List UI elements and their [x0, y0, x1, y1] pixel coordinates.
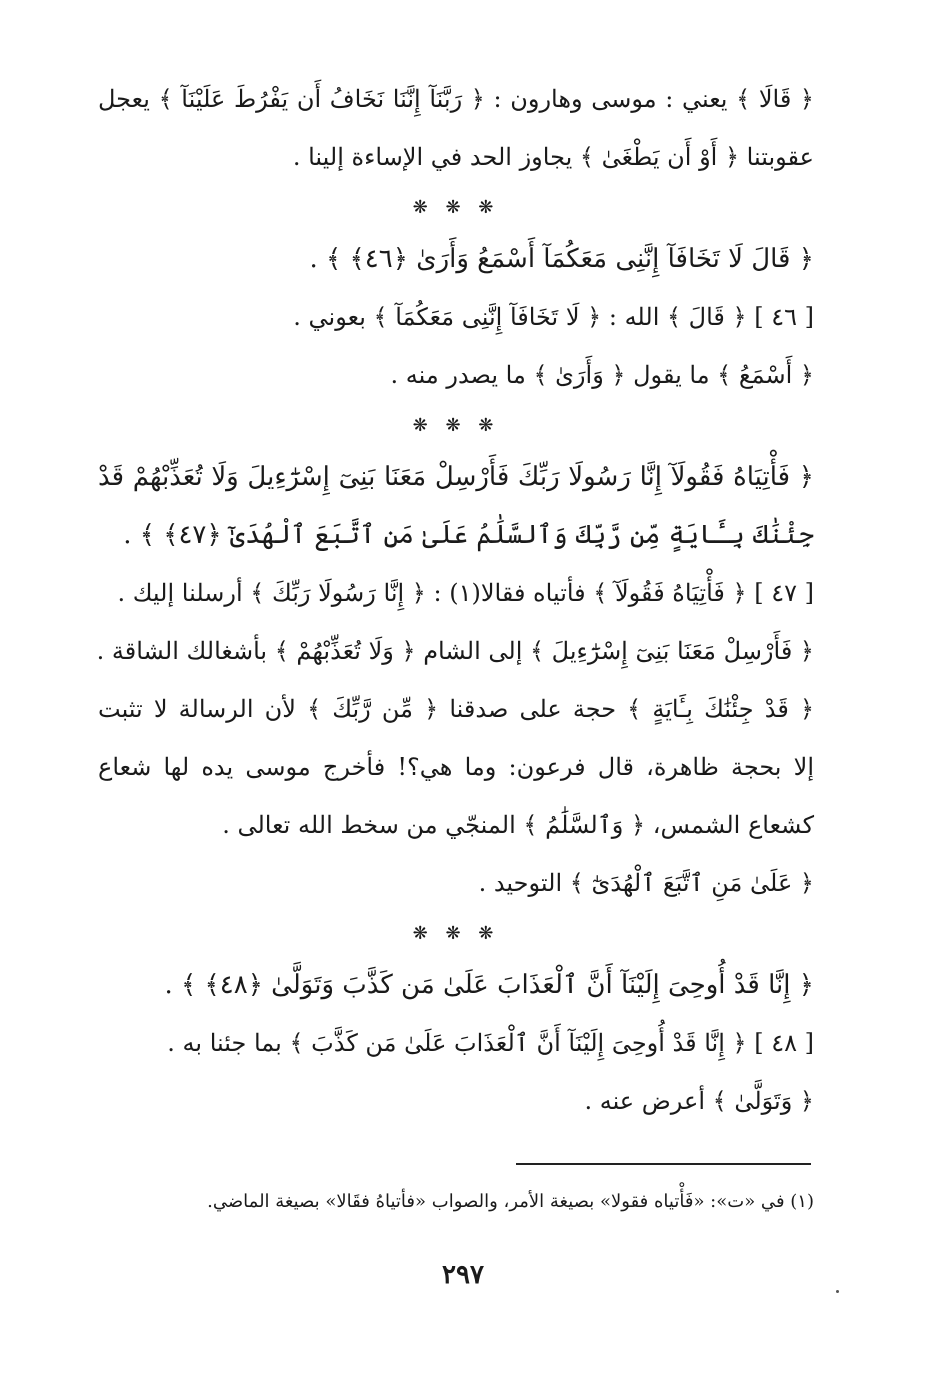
footnote: (١) في «ت»: «فَأْتياه فقولا» بصيغة الأمر، والصواب «فأتياهُ فقَالا» بصيغة الماضي.: [207, 1191, 814, 1212]
text-line: [ ٤٧ ] ﴿ فَأْتِيَاهُ فَقُولَآ ﴾ فأتياه فقالا(١) : ﴿ إِنَّا رَسُولَا رَبِّكَ ﴾ أرسلنا إليك .: [117, 579, 814, 607]
text-line: [ ٤٨ ] ﴿ إِنَّا قَدْ أُوحِىَ إِلَيْنَآ أَنَّ ٱلْعَذَابَ عَلَىٰ مَن كَذَّبَ ﴾ بما جئنا به .: [167, 1029, 814, 1057]
text-line: ﴿ قَدْ جِئْنَٰكَ بِـَٔايَةٍ ﴾ حجة على صدقنا ﴿ مِّن رَّبِّكَ ﴾ لأن الرسالة لا تثبت: [98, 695, 814, 723]
page-body: [98, 70, 814, 1130]
section-separator: ❋ ❋ ❋: [412, 415, 500, 436]
verse-line: ﴿ قَالَ لَا تَخَافَآ إِنَّنِى مَعَكُمَآ أَسْمَعُ وَأَرَىٰ ﴿٤٦﴾ ﴾ .: [309, 244, 814, 274]
verse-line: ﴿ فَأْتِيَاهُ فَقُولَآ إِنَّا رَسُولَا رَبِّكَ فَأَرْسِلْ مَعَنَا بَنِىٓ إِسْرَٰٓءِيلَ وَلَا تُعَذِّبْهُمْ قَدْ: [98, 462, 814, 492]
text-line: عقوبتنا ﴿ أَوْ أَن يَطْغَىٰ ﴾ يجاوز الحد في الإساءة إلينا .: [292, 143, 814, 171]
speck-mark: [836, 1290, 839, 1293]
text-line: ﴿ أَسْمَعُ ﴾ ما يقول ﴿ وَأَرَىٰ ﴾ ما يصدر منه .: [390, 361, 814, 389]
section-separator: ❋ ❋ ❋: [412, 197, 500, 218]
footnote-divider: [516, 1163, 811, 1165]
section-separator: ❋ ❋ ❋: [412, 923, 500, 944]
verse-line: جِئْنَٰكَ بِـَٔايَةٍ مِّن رَّبِّكَ وَٱلسَّلَٰمُ عَلَىٰ مَنِ ٱتَّبَعَ ٱلْهُدَىٰٓ ﴿٤٧﴾ ﴾ .: [123, 520, 814, 550]
text-line: كشعاع الشمس، ﴿ وَٱلسَّلَٰمُ ﴾ المنجّي من سخط الله تعالى .: [222, 811, 814, 839]
text-line: ﴿ قَالَا ﴾ يعني : موسى وهارون : ﴿ رَبَّنَآ إِنَّنَا نَخَافُ أَن يَفْرُطَ عَلَيْنَآ ﴾ يعجل: [98, 85, 814, 113]
page-number: ٢٩٧: [442, 1260, 484, 1290]
text-line: ﴿ فَأَرْسِلْ مَعَنَا بَنِىٓ إِسْرَٰٓءِيلَ ﴾ إلى الشام ﴿ وَلَا تُعَذِّبْهُمْ ﴾ بأشغالك الشاقة .: [96, 637, 814, 665]
text-line: ﴿ عَلَىٰ مَنِ ٱتَّبَعَ ٱلْهُدَىٰٓ ﴾ التوحيد .: [478, 869, 814, 897]
verse-line: ﴿ إِنَّا قَدْ أُوحِىَ إِلَيْنَآ أَنَّ ٱلْعَذَابَ عَلَىٰ مَن كَذَّبَ وَتَوَلَّىٰ ﴿٤٨﴾ ﴾ .: [164, 970, 814, 1000]
text-line: ﴿ وَتَوَلَّىٰ ﴾ أعرض عنه .: [584, 1087, 814, 1115]
text-line: [ ٤٦ ] ﴿ قَالَ ﴾ الله : ﴿ لَا تَخَافَآ إِنَّنِى مَعَكُمَآ ﴾ بعوني .: [293, 303, 814, 331]
text-line: إلا بحجة ظاهرة، قال فرعون: وما هي؟! فأخرج موسى يده لها شعاع: [98, 753, 814, 781]
